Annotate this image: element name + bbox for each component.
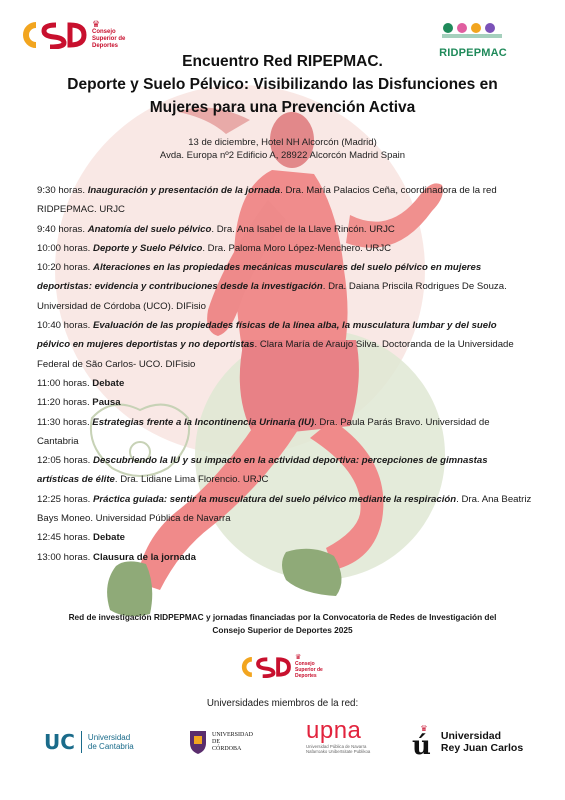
item-time: 11:00 horas.: [37, 377, 90, 389]
date-venue: 13 de diciembre, Hotel NH Alcorcón (Madrid): [188, 137, 377, 148]
item-speaker: . Dra. Ana Isabel de la Llave Rincón. URJC: [211, 223, 395, 235]
item-time: 10:40 horas.: [37, 320, 91, 332]
item-title: Debate: [93, 532, 126, 544]
page-title: [0, 50, 565, 119]
program-item: [37, 490, 532, 529]
logo-urjc: [412, 718, 523, 766]
item-title: Anatomía del suelo pélvico: [87, 223, 212, 235]
logo-upna: [306, 718, 370, 766]
uc-line-2: de Cantabria: [87, 742, 134, 751]
urjc-line-1: Universidad: [440, 730, 502, 742]
item-time: 12:05 horas.: [37, 455, 91, 467]
csd-logo-footer-mark: [238, 656, 292, 678]
program-list: [37, 181, 532, 567]
item-speaker: . Dra. María Palacios Ceña, coordinadora de la red RIDPEPMAC. URJC: [37, 185, 497, 216]
item-speaker: . Dra. Daiana Priscila Rodrigues De Souza. Universidad de Córdoba (UCO). DIFisio: [37, 281, 507, 312]
crown-icon: ♛: [295, 654, 302, 661]
item-title: Pausa: [92, 397, 121, 409]
program-item: [37, 528, 532, 547]
program-item: [37, 413, 532, 452]
logo-universidad-cordoba: [188, 718, 253, 766]
program-item: [37, 239, 532, 258]
program-item: [37, 316, 532, 374]
program-item: [37, 548, 532, 567]
upna-sub-1: Universidad Pública de Navarra: [306, 744, 367, 749]
ridpepmac-logo-text: RIDPEPMAC: [439, 47, 507, 59]
uco-line-1: UNIVERSIDAD: [212, 731, 253, 738]
item-title: Debate: [92, 377, 125, 389]
program-item: [37, 451, 532, 490]
item-time: 10:20 horas.: [37, 262, 91, 274]
divider: [81, 731, 82, 753]
urjc-line-2: Rey Juan Carlos: [440, 742, 524, 754]
upna-mark: upna: [306, 717, 362, 744]
uco-line-3: CÓRDOBA: [212, 745, 242, 752]
funding-line-1: Red de investigación RIDPEPMAC y jornadas financiadas por la Convocatoria de Redes de Investigación del: [68, 612, 497, 622]
uco-line-2: DE: [212, 738, 220, 745]
item-title: Estrategias frente a la Incontinencia Urinaria (IU): [92, 416, 315, 428]
title-line-1: Encuentro Red RIPEPMAC.: [182, 53, 383, 70]
program-item: [37, 220, 532, 239]
item-title: Inauguración y presentación de la jornada: [87, 185, 281, 196]
logo-universidad-cantabria: [44, 718, 134, 766]
item-title: Clausura de la jornada: [93, 551, 196, 563]
urjc-crown-icon: ♛: [420, 724, 428, 733]
funding-note: [0, 611, 565, 637]
csd-logo-mark: [18, 21, 88, 49]
csd-logo-footer-text: Consejo Superior de Deportes: [295, 661, 323, 679]
uc-line-1: Universidad: [87, 733, 131, 742]
uc-mark: UC: [44, 730, 75, 754]
item-title: Evaluación de las propiedades físicas de la línea alba, la musculatura lumbar y del suelo pélvico en mujeres deportistas y no deportistas: [37, 320, 497, 351]
upna-sub-2: Nafarroako Unibertsitate Publikoa: [306, 749, 371, 754]
item-speaker: . Dra. Paloma Moro López-Menchero. URJC: [202, 242, 392, 254]
ridpepmac-figures-icon: [438, 20, 508, 42]
csd-logo-text: Consejo Superior de Deportes: [92, 29, 126, 49]
title-line-3: Mujeres para una Prevención Activa: [149, 99, 416, 116]
uco-shield-icon: [188, 729, 208, 755]
program-item: [37, 393, 532, 412]
item-title: Práctica guiada: sentir la musculatura del suelo pélvico mediante la respiración: [93, 493, 457, 505]
item-speaker: . Dra. Paula Parás Bravo. Universidad de Cantabria: [37, 416, 490, 447]
members-heading: Universidades miembros de la red:: [206, 698, 359, 709]
title-line-2: Deporte y Suelo Pélvico: Visibilizando las Disfunciones en: [67, 76, 498, 93]
program-item: [37, 374, 532, 393]
item-time: 11:30 horas.: [37, 416, 90, 428]
program-item: [37, 258, 532, 316]
item-speaker: . Dra. Ana Beatriz Bays Moneo. Universidad Pública de Navarra: [37, 493, 532, 525]
item-time: 13:00 horas.: [37, 551, 91, 563]
item-speaker: . Dra. Lidiane Lima Florencio. URJC: [114, 474, 269, 486]
item-time: 12:45 horas.: [37, 532, 91, 544]
item-title: Deporte y Suelo Pélvico: [93, 242, 203, 254]
item-time: 10:00 horas.: [37, 242, 91, 254]
item-title: Descubriendo la IU y su impacto en la actividad deportiva: percepciones de gimnastas artísticas de élite: [37, 455, 488, 486]
funding-line-2: Consejo Superior de Deportes 2025: [212, 625, 353, 635]
crown-icon: ♛: [92, 19, 101, 29]
csd-logo: [18, 20, 136, 50]
address: Avda. Europa nº2 Edificio A, 28922 Alcorcón Madrid Spain: [159, 150, 406, 161]
item-title: Alteraciones en las propiedades mecánicas musculares del suelo pélvico en mujeres deportistas: evidencia y contribuciones desde la investigación: [37, 262, 482, 293]
item-time: 12:25 horas.: [37, 493, 91, 505]
venue-info: [0, 136, 565, 162]
item-time: 11:20 horas.: [37, 397, 90, 409]
program-item: [37, 181, 532, 220]
item-time: 9:30 horas.: [37, 185, 86, 196]
item-speaker: . Clara María de Araujo Silva. Doctoranda de la Universidade Federal de São Carlos- UCO. DIFisio: [37, 339, 514, 370]
csd-logo-footer: [238, 654, 329, 679]
item-time: 9:40 horas.: [37, 223, 86, 235]
urjc-u-mark: ú: [412, 731, 431, 761]
